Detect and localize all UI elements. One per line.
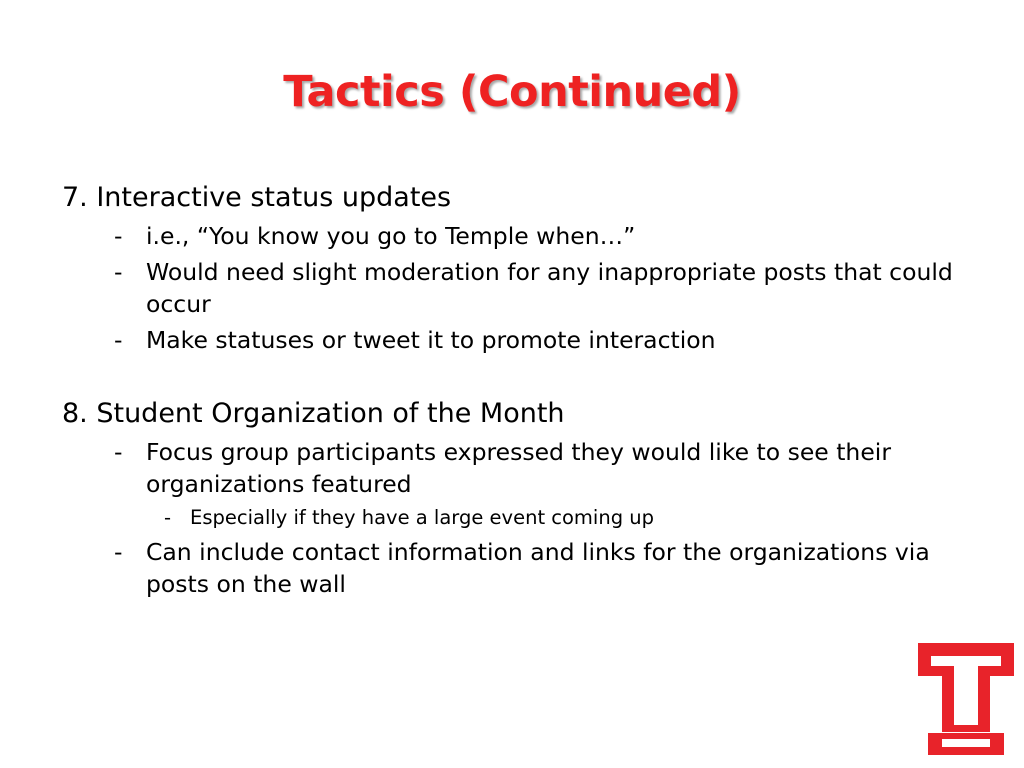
list-item-text: Can include contact information and links for the organizations via posts on the wall: [146, 538, 930, 598]
slide-title: Tactics (Continued): [283, 67, 741, 117]
section-spacer: [62, 356, 962, 396]
list-item-text: Focus group participants expressed they would like to see their organizations featured: [146, 438, 891, 498]
list-item: [62, 220, 962, 252]
temple-t-logo-icon: [918, 643, 1014, 755]
section-heading: 7. Interactive status updates: [62, 182, 452, 213]
bullet-dash: -: [114, 326, 123, 354]
list-item: [62, 324, 962, 356]
list-item: [62, 256, 962, 320]
list-item-text: Make statuses or tweet it to promote interaction: [146, 326, 716, 354]
list-item-text: Especially if they have a large event coming up: [190, 506, 655, 529]
list-item: [62, 436, 962, 500]
bullet-dash: -: [164, 506, 172, 529]
sub-list-item: [62, 504, 962, 532]
bullet-dash: -: [114, 222, 123, 250]
list-item: [62, 536, 962, 600]
section-heading: 8. Student Organization of the Month: [62, 398, 565, 429]
slide-content: [62, 180, 962, 600]
bullet-dash: -: [114, 538, 123, 566]
list-item-text: Would need slight moderation for any inappropriate posts that could occur: [146, 258, 953, 318]
bullet-dash: -: [114, 438, 123, 466]
bullet-dash: -: [114, 258, 123, 286]
list-item-text: i.e., “You know you go to Temple when…”: [146, 222, 636, 250]
